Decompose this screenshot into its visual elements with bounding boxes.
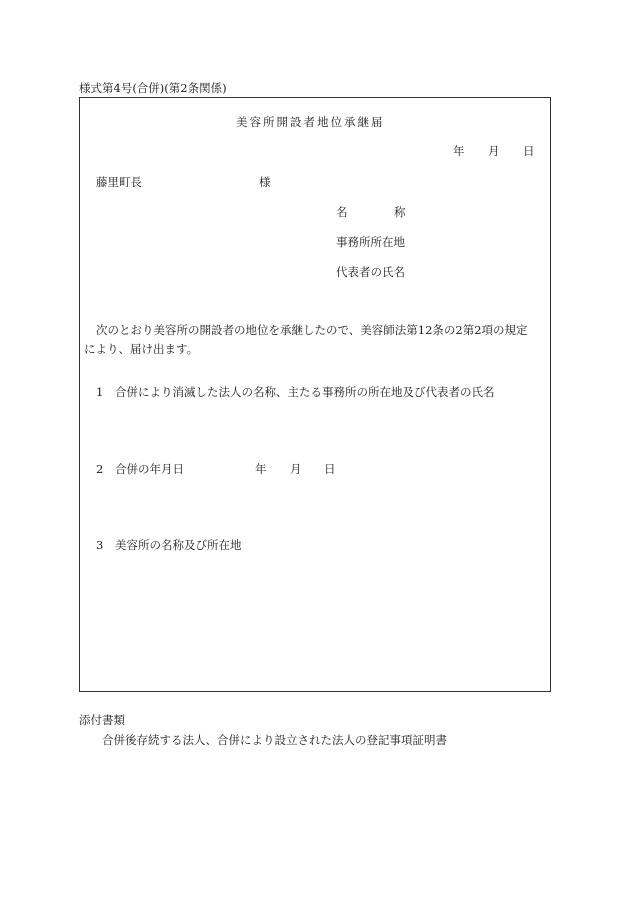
applicant-name-label-1: 名 [336,205,348,219]
form-title: 美容所開設者地位承継届 [236,115,385,129]
date-month: 月 [488,144,500,158]
addressee-honorific: 様 [259,175,271,189]
applicant-name-label-2: 称 [394,205,406,219]
date-day: 日 [523,144,535,158]
item-2-month: 月 [290,462,302,476]
item-1-number: 1 [96,385,104,399]
item-2-number: 2 [96,462,104,476]
item-2-year: 年 [255,462,267,476]
item-1-text: 合併により消滅した法人の名称、主たる事務所の所在地及び代表者の氏名 [115,385,495,399]
attachments-text: 合併後存続する法人、合併により設立された法人の登記事項証明書 [102,733,447,747]
applicant-office-label: 事務所所在地 [336,235,405,249]
item-3-text: 美容所の名称及び所在地 [115,538,242,552]
addressee-name: 藤里町長 [96,175,142,189]
form-number: 様式第4号(合併)(第2条関係) [79,81,227,95]
body-text: 次のとおり美容所の開設者の地位を承継したので、美容師法第12条の2第2項の規定により、届け出ます。 [84,323,528,356]
item-2-day: 日 [324,462,336,476]
attachments-heading: 添付書類 [79,713,125,727]
applicant-rep-label: 代表者の氏名 [336,265,405,279]
item-3-number: 3 [96,538,104,552]
item-2-text: 合併の年月日 [115,462,184,476]
date-year: 年 [453,144,465,158]
